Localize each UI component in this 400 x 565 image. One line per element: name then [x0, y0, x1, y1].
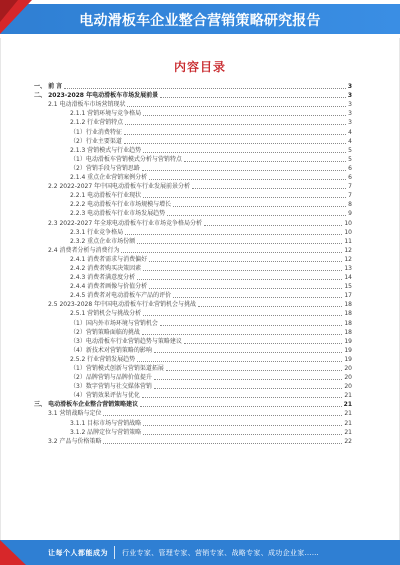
toc-entry-label: 2.1.2 行业营销特点 — [70, 119, 124, 127]
toc-entry[interactable] — [34, 418, 352, 427]
toc-entry-label: 2.2.2 电动滑板车行业市场规模与增长 — [70, 201, 172, 209]
toc-entry-label: 2.3 2022-2027 年全球电动滑板车行业市场竞争格局分析 — [48, 219, 203, 227]
toc-entry-label: 2.3.2 重点企业市场份额 — [70, 237, 136, 245]
toc-entry[interactable] — [34, 291, 352, 300]
toc-entry[interactable] — [34, 237, 352, 246]
toc-leader-dots — [204, 224, 342, 226]
toc-entry[interactable] — [34, 428, 352, 437]
toc-entry-label: 一、 前 言 — [34, 83, 63, 91]
toc-leader-dots — [125, 233, 342, 235]
toc-entry-label: 2.4.4 消费者画像与价值分析 — [70, 283, 148, 291]
toc-entry-label: 2.5.1 营销机会与挑战分析 — [70, 310, 142, 318]
toc-leader-dots — [127, 105, 346, 107]
report-title: 电动滑板车企业整合营销策略研究报告 — [79, 13, 321, 29]
toc-entry-page: 21 — [343, 401, 352, 409]
toc-entry-page: 8 — [348, 201, 352, 209]
toc-leader-dots — [160, 324, 343, 326]
toc-entry[interactable] — [34, 191, 352, 200]
toc-entry-page: 10 — [344, 228, 352, 236]
toc-entry-page: 13 — [344, 264, 352, 272]
toc-entry-page: 3 — [348, 119, 352, 127]
toc-leader-dots — [137, 360, 342, 362]
toc-entry-page: 20 — [344, 365, 352, 372]
toc-entry-label: （1）电动滑板车营销模式分析与营销特点 — [70, 155, 182, 163]
toc-entry-label: （2）营销策略面临的挑战 — [70, 328, 140, 336]
toc-entry-page: 10 — [344, 219, 352, 227]
toc-entry-label: 二、 2023-2028 年电动滑板车市场发展前景 — [34, 92, 159, 100]
toc-entry-label: （3）数字营销与社交媒体营销 — [70, 383, 152, 391]
toc-entry-page: 5 — [348, 155, 352, 163]
toc-entry[interactable] — [34, 246, 352, 255]
toc-leader-dots — [137, 242, 342, 244]
toc-entry[interactable] — [34, 209, 352, 218]
toc-entry-label: 2.4 消费者分析与消费行为 — [48, 246, 120, 254]
toc-entry-page: 19 — [344, 355, 352, 363]
toc-leader-dots — [173, 296, 342, 298]
toc-leader-dots — [140, 405, 342, 407]
toc-leader-dots — [167, 214, 346, 216]
toc-entry-page: 21 — [344, 428, 352, 436]
toc-leader-dots — [124, 133, 346, 135]
toc-entry[interactable] — [34, 155, 352, 164]
toc-leader-dots — [160, 96, 346, 98]
toc-entry-page: 22 — [344, 437, 352, 445]
toc-entry-page: 12 — [344, 255, 352, 263]
toc-entry-label: 3.1.1 目标市场与营销战略 — [70, 419, 142, 427]
toc-entry-page: 3 — [347, 83, 352, 91]
toc-leader-dots — [173, 205, 346, 207]
toc-entry-label: 3.2 产品与价格策略 — [48, 437, 102, 445]
toc-entry[interactable] — [34, 109, 352, 118]
toc-entry[interactable] — [34, 364, 352, 373]
toc-entry[interactable] — [34, 127, 352, 136]
footer-divider — [114, 546, 115, 559]
toc-leader-dots — [125, 123, 346, 125]
toc-entry-label: （4）营销效果评估与优化 — [70, 392, 140, 400]
footer-accent-icon — [0, 540, 26, 565]
toc-entry-label: （3）电动滑板车行业营销趋势与策略建议 — [70, 337, 182, 345]
toc-leader-dots — [149, 287, 342, 289]
toc-entry-label: （2）品牌营销与品牌价值提升 — [70, 374, 152, 382]
toc-entry-label: （1）营销模式创新与营销渠道拓展 — [70, 365, 164, 372]
footer-slogan-left: 让每个人都能成为 — [48, 549, 108, 557]
toc-entry-page: 5 — [348, 146, 352, 154]
toc-entry[interactable] — [34, 282, 352, 291]
toc-entry[interactable] — [34, 164, 352, 173]
toc-leader-dots — [143, 314, 342, 316]
toc-entry-page: 19 — [344, 337, 352, 345]
footer-slogan-right: 行业专家、管理专家、营销专家、战略专家、成功企业家…… — [122, 549, 320, 557]
toc-entry-label: （2）行业主要渠道 — [70, 137, 122, 145]
toc-leader-dots — [149, 260, 342, 262]
toc-entry[interactable] — [34, 328, 352, 337]
toc-entry-label: 2.3.1 行业竞争格局 — [70, 228, 124, 236]
toc-entry[interactable] — [34, 200, 352, 209]
toc-leader-dots — [142, 333, 343, 335]
toc-entry[interactable] — [34, 382, 352, 391]
toc-entry-page: 17 — [344, 292, 352, 300]
toc-entry-label: 2.1 电动滑板车市场营销现状 — [48, 101, 126, 109]
toc-entry-label: （2）营销手段与营销思路 — [70, 164, 140, 172]
toc-entry[interactable] — [34, 391, 352, 400]
toc-entry[interactable] — [34, 218, 352, 227]
toc-entry[interactable] — [34, 146, 352, 155]
toc-entry-page: 21 — [344, 419, 352, 427]
toc-entry-page: 21 — [344, 410, 352, 418]
toc-entry[interactable] — [34, 337, 352, 346]
toc-entry-page: 7 — [348, 183, 352, 191]
toc-entry[interactable] — [34, 118, 352, 127]
toc-entry-label: 3.1.2 品牌定位与营销策略 — [70, 428, 142, 436]
toc-leader-dots — [121, 251, 342, 253]
toc-heading: 内容目录 — [173, 60, 226, 74]
toc-entry-label: 2.4.5 消费者对电动滑板车产品的评价 — [70, 292, 172, 300]
footer — [0, 540, 400, 565]
toc-leader-dots — [103, 414, 342, 416]
toc-entry-label: 2.4.2 消费者购买决策因素 — [70, 264, 142, 272]
toc-entry[interactable] — [34, 400, 352, 409]
toc-leader-dots — [143, 269, 342, 271]
toc-entry-page: 9 — [348, 210, 352, 218]
toc-entry[interactable] — [34, 255, 352, 264]
toc-entry-page: 18 — [344, 310, 352, 318]
toc-entry-page: 11 — [344, 237, 352, 245]
toc-entry-page: 3 — [348, 110, 352, 118]
toc-entry-page: 4 — [348, 128, 352, 136]
toc-leader-dots — [143, 424, 342, 426]
toc-entry-page: 6 — [348, 174, 352, 182]
toc-entry-page: 18 — [344, 301, 352, 309]
toc-entry[interactable] — [34, 300, 352, 309]
toc-entry-page: 3 — [348, 101, 352, 109]
toc-leader-dots — [154, 351, 343, 353]
toc-leader-dots — [192, 187, 346, 189]
toc-entry[interactable] — [34, 182, 352, 191]
toc-entry-page: 7 — [348, 192, 352, 200]
toc-entry[interactable] — [34, 355, 352, 364]
toc-leader-dots — [154, 378, 343, 380]
toc-leader-dots — [143, 114, 346, 116]
toc-entry-page: 14 — [344, 274, 352, 282]
toc-entry[interactable] — [34, 309, 352, 318]
toc-entry-label: 2.4.3 消费者满意度分析 — [70, 274, 136, 282]
toc-entry-page: 20 — [344, 374, 352, 382]
toc-entry-label: （1）国内外市场环境与营销机会 — [70, 319, 158, 327]
toc-leader-dots — [143, 196, 346, 198]
toc-entry-label: 2.2.3 电动滑板车行业市场发展趋势 — [70, 210, 166, 218]
toc-leader-dots — [143, 151, 346, 153]
toc-entry[interactable] — [34, 173, 352, 182]
toc-leader-dots — [154, 387, 343, 389]
toc-leader-dots — [142, 169, 346, 171]
toc-entry-label: 三、 电动滑板车企业整合营销策略建议 — [34, 401, 139, 409]
toc-entry[interactable] — [34, 264, 352, 273]
toc-leader-dots — [103, 442, 342, 444]
toc-entry-label: 2.2.1 电动滑板车行业现状 — [70, 192, 142, 200]
header — [0, 0, 400, 38]
toc-entry-page: 18 — [344, 319, 352, 327]
toc-leader-dots — [166, 369, 343, 371]
toc-leader-dots — [142, 396, 343, 398]
toc-entry-label: 2.5.2 行业营销发展趋势 — [70, 355, 136, 363]
toc-entry-label: 2.5 2023-2028 年中国电动滑板车行业营销机会与挑战 — [48, 301, 197, 309]
table-of-contents — [34, 82, 352, 446]
toc-entry[interactable] — [34, 318, 352, 327]
toc-entry-label: 2.1.4 重点企业营销案例分析 — [70, 174, 148, 182]
toc-entry-label: （1）行业消费特征 — [70, 128, 122, 136]
toc-entry[interactable] — [34, 273, 352, 282]
toc-leader-dots — [137, 278, 342, 280]
toc-entry[interactable] — [34, 346, 352, 355]
toc-leader-dots — [143, 433, 342, 435]
toc-entry-page: 12 — [344, 246, 352, 254]
toc-entry[interactable] — [34, 437, 352, 446]
toc-entry[interactable] — [34, 82, 352, 91]
toc-leader-dots — [198, 305, 342, 307]
toc-entry[interactable] — [34, 228, 352, 237]
toc-leader-dots — [184, 342, 343, 344]
toc-entry-page: 15 — [344, 283, 352, 291]
toc-entry-page: 20 — [344, 383, 352, 391]
toc-entry-page: 21 — [344, 392, 352, 400]
toc-leader-dots — [64, 87, 346, 89]
toc-entry-label: 3.1 营销战略与定位 — [48, 410, 102, 418]
toc-entry-page: 4 — [348, 137, 352, 145]
toc-leader-dots — [124, 142, 346, 144]
toc-entry[interactable] — [34, 373, 352, 382]
toc-entry-page: 3 — [347, 92, 352, 100]
toc-entry-label: 2.2 2022-2027 年中国电动滑板车行业发展前景分析 — [48, 183, 191, 191]
toc-entry-label: （4）新技术对营销策略的影响 — [70, 346, 152, 354]
toc-entry[interactable] — [34, 409, 352, 418]
toc-entry-label: 2.1.3 营销模式与行业趋势 — [70, 146, 142, 154]
toc-leader-dots — [149, 178, 346, 180]
toc-entry-page: 6 — [348, 164, 352, 172]
toc-entry[interactable] — [34, 91, 352, 100]
toc-entry-page: 18 — [344, 328, 352, 336]
toc-entry[interactable] — [34, 137, 352, 146]
toc-leader-dots — [184, 160, 346, 162]
toc-entry-page: 19 — [344, 346, 352, 354]
toc-entry[interactable] — [34, 100, 352, 109]
toc-entry-label: 2.4.1 消费者需求与消费偏好 — [70, 255, 148, 263]
toc-entry-label: 2.1.1 营销环境与竞争格局 — [70, 110, 142, 118]
